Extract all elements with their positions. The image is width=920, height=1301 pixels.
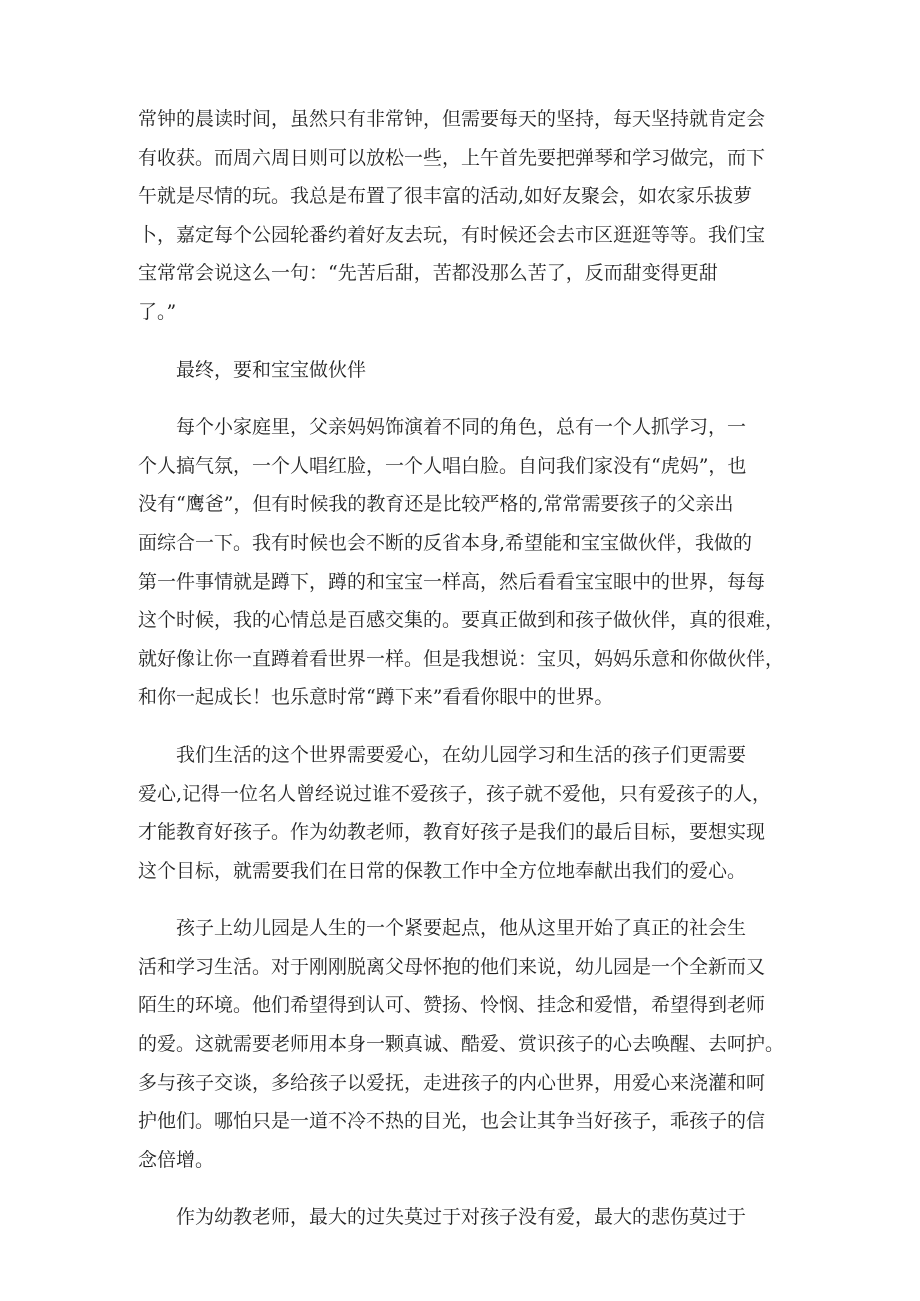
text-line: 这个时候，我的心情总是百感交集的。要真正做到和孩子做伙伴，真的很难， [138,609,785,632]
text-line: 爱心,记得一位名人曾经说过谁不爱孩子，孩子就不爱他，只有爱孩子的人， [138,782,772,805]
paragraph [138,100,798,332]
text-line: 多与孩子交谈，多给孩子以爱抚，走进孩子的内心世界，用爱心来浇灌和呵 [138,1071,766,1094]
paragraph-spacer [138,389,798,408]
text-line: 陌生的环境。他们希望得到认可、赞扬、怜悯、挂念和爱惜，希望得到老师 [138,994,766,1017]
text-line: 面综合一下。我有时候也会不断的反省本身,希望能和宝宝做伙伴，我做的 [138,531,753,554]
text-line: 我们生活的这个世界需要爱心，在幼儿园学习和生活的孩子们更需要 [138,743,747,766]
text-line: 活和学习生活。对于刚刚脱离父母怀抱的他们来说，幼儿园是一个全新而又 [138,955,766,978]
text-line: 的爱。这就需要老师用本身一颗真诚、酷爱、赏识孩子的心去唤醒、去呵护。 [138,1033,785,1056]
paragraph [138,909,798,1179]
text-line: 孩子上幼儿园是人生的一个紧要起点，他从这里开始了真正的社会生 [138,917,747,940]
paragraph-spacer [138,332,798,351]
text-line: 常钟的晨读时间，虽然只有非常钟，但需要每天的坚持，每天坚持就肯定会 [138,108,766,130]
section-heading [138,351,798,390]
text-line: 念倍增。 [138,1148,215,1171]
document-body [138,100,798,1237]
text-line: 就好像让你一直蹲着看世界一样。但是我想说：宝贝，妈妈乐意和你做伙伴， [138,647,785,670]
text-line: 宝常常会说这么一句：“先苦后甜，苦都没那么苦了，反而甜变得更甜 [138,262,718,285]
text-line: 卜，嘉定每个公园轮番约着好友去玩，有时候还会去市区逛逛等等。我们宝 [138,223,766,246]
text-line: 有收获。而周六周日则可以放松一些，上午首先要把弹琴和学习做完，而下 [138,146,766,169]
text-line: 才能教育好孩子。作为幼教老师，教育好孩子是我们的最后目标，要想实现 [138,821,766,844]
text-line: 午就是尽情的玩。我总是布置了很丰富的活动,如好友聚会，如农家乐拔萝 [138,185,753,208]
paragraph-spacer [138,717,798,736]
text-line: 了。” [138,300,177,323]
text-line: 护他们。哪怕只是一道不冷不热的目光，也会让其争当好孩子，乖孩子的信 [138,1110,766,1133]
paragraph [138,1198,798,1237]
paragraph-spacer [138,890,798,909]
text-line: 和你一起成长！也乐意时常“蹲下来”看看你眼中的世界。 [138,686,614,709]
text-line: 这个目标，就需要我们在日常的保教工作中全方位地奉献出我们的爱心。 [138,859,747,882]
text-line: 作为幼教老师，最大的过失莫过于对孩子没有爱，最大的悲伤莫过于 [138,1206,747,1229]
text-line: 第一件事情就是蹲下，蹲的和宝宝一样高，然后看看宝宝眼中的世界，每每 [138,570,766,593]
paragraph-spacer [138,1179,798,1198]
paragraph [138,408,798,717]
heading-line: 最终，要和宝宝做伙伴 [138,358,367,381]
text-line: 没有“鹰爸”，但有时候我的教育还是比较严格的,常常需要孩子的父亲出 [138,493,734,516]
text-line: 个人搞气氛，一个人唱红脸，一个人唱白脸。自问我们家没有“虎妈”，也 [138,454,747,477]
paragraph [138,736,798,890]
text-line: 每个小家庭里，父亲妈妈饰演着不同的角色，总有一个人抓学习，一 [138,416,747,439]
